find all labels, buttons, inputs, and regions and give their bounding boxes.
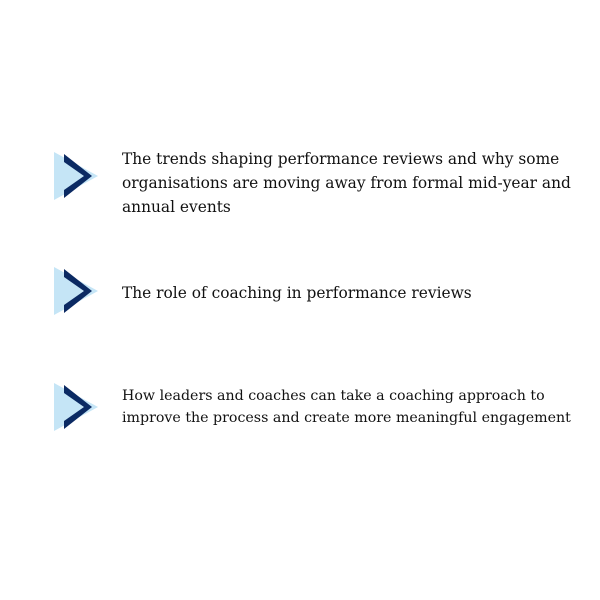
list-item-text: The role of coaching in performance reviews [122, 284, 472, 302]
chevron-right-icon [52, 381, 110, 433]
chevron-right-icon [52, 150, 110, 202]
list-item-text: How leaders and coaches can take a coaching approach to improve the process and create more meaningful engagement [122, 388, 571, 426]
chevron-right-icon [52, 265, 110, 317]
list-item [52, 265, 582, 317]
list-item [52, 147, 582, 219]
list-item-text: The trends shaping performance reviews and why some organisations are moving away from formal mid-year and annual events [122, 150, 571, 216]
list-item [52, 381, 582, 433]
